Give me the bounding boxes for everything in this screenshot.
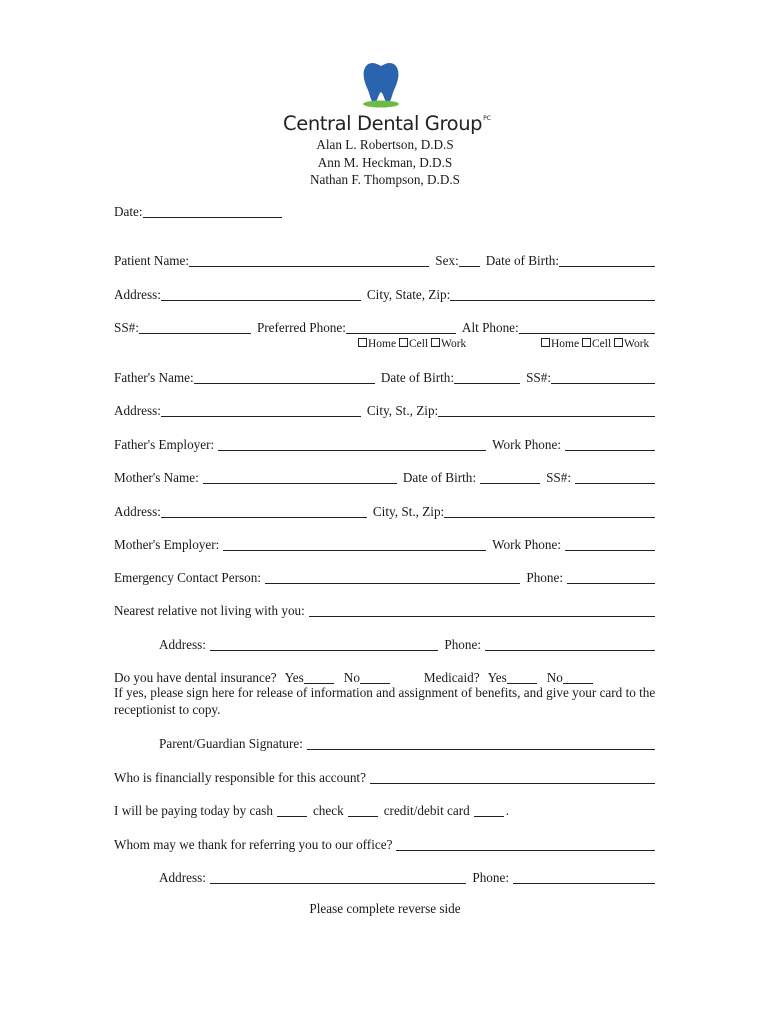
address-label: Address: (114, 504, 161, 519)
fathers-employer-field[interactable] (218, 438, 486, 451)
mother-address-row (114, 502, 657, 520)
home-checkbox[interactable] (358, 338, 367, 347)
card-label: credit/debit card (383, 803, 470, 818)
emergency-contact-label: Emergency Contact Person: (114, 570, 261, 585)
father-address-row (114, 401, 657, 419)
sex-field[interactable] (459, 254, 480, 267)
medicaid-label: Medicaid? (423, 670, 480, 685)
referral-field[interactable] (396, 838, 655, 851)
phone-label: Phone: (444, 637, 481, 652)
period: . (505, 803, 510, 818)
preferred-phone-label: Preferred Phone: (256, 320, 346, 335)
cell-checkbox[interactable] (582, 338, 591, 347)
tooth-logo-icon (361, 62, 401, 108)
mother-work-phone-field[interactable] (565, 538, 655, 551)
mother-city-st-zip-field[interactable] (444, 505, 655, 518)
sex-label: Sex: (435, 253, 459, 268)
insurance-note: If yes, please sign here for release of information and assignment of benefits, and give your card to the receptionist to copy. (114, 685, 656, 717)
cell-checkbox[interactable] (399, 338, 408, 347)
check-field[interactable] (348, 804, 378, 817)
doctor-name: Nathan F. Thompson, D.D.S (310, 172, 460, 187)
paying-today-label: I will be paying today by cash (114, 803, 273, 818)
dob-label: Date of Birth: (485, 253, 559, 268)
mother-dob-label: Date of Birth: (402, 470, 477, 485)
payment-row (114, 801, 554, 819)
mother-ss-label: SS#: (546, 470, 571, 485)
city-state-zip-field[interactable] (450, 288, 655, 301)
dob-field[interactable] (559, 254, 655, 267)
cash-field[interactable] (277, 804, 307, 817)
financially-responsible-field[interactable] (370, 771, 655, 784)
mother-dob-field[interactable] (480, 471, 540, 484)
alt-phone-field[interactable] (519, 321, 655, 334)
doctor-name: Ann M. Heckman, D.D.S (317, 154, 453, 170)
doctor-name: Alan L. Robertson, D.D.S (316, 137, 454, 152)
guardian-signature-field[interactable] (307, 737, 655, 750)
home-option-label: Home (551, 338, 580, 350)
cell-option-label: Cell (408, 338, 429, 350)
mother-ss-field[interactable] (575, 471, 655, 484)
mother-employer-row (114, 535, 657, 553)
relative-address-row (159, 635, 657, 653)
relative-address-field[interactable] (210, 638, 438, 651)
insurance-no-field[interactable] (360, 671, 390, 684)
dental-insurance-label: Do you have dental insurance? (114, 670, 277, 685)
referral-row (114, 835, 657, 853)
mothers-name-field[interactable] (203, 471, 397, 484)
emergency-phone-field[interactable] (567, 571, 655, 584)
guardian-signature-label: Parent/Guardian Signature: (159, 736, 303, 751)
date-field[interactable] (143, 205, 282, 218)
preferred-phone-options (358, 337, 466, 351)
logo (283, 62, 493, 140)
mothers-name-label: Mother's Name: (114, 470, 199, 485)
city-st-zip-label: City, St., Zip: (366, 403, 439, 418)
nearest-relative-label: Nearest relative not living with you: (114, 603, 305, 618)
address-row (114, 285, 657, 303)
patient-name-label: Patient Name: (114, 253, 190, 268)
nearest-relative-row (114, 601, 657, 619)
mothers-employer-label: Mother's Employer: (114, 537, 220, 552)
medicaid-yes-field[interactable] (507, 671, 537, 684)
fathers-name-label: Father's Name: (114, 370, 194, 385)
address-label: Address: (159, 870, 206, 885)
father-address-field[interactable] (161, 404, 361, 417)
home-option-label: Home (368, 338, 397, 350)
mothers-employer-field[interactable] (223, 538, 486, 551)
footer-note: Please complete reverse side (309, 901, 461, 916)
father-dob-label: Date of Birth: (380, 370, 455, 385)
father-ss-field[interactable] (551, 371, 655, 384)
work-option-label: Work (441, 338, 467, 350)
work-checkbox[interactable] (431, 338, 440, 347)
work-checkbox[interactable] (614, 338, 623, 347)
date-row (114, 202, 284, 220)
ss-label: SS#: (114, 320, 139, 335)
financial-row (114, 768, 657, 786)
father-work-phone-field[interactable] (565, 438, 655, 451)
father-employer-row (114, 435, 657, 453)
work-option-label: Work (624, 338, 650, 350)
father-dob-field[interactable] (454, 371, 520, 384)
insurance-yes-label: Yes (284, 670, 304, 685)
referral-address-row (159, 868, 657, 886)
father-row (114, 368, 657, 386)
cell-option-label: Cell (591, 338, 612, 350)
insurance-row (114, 668, 614, 686)
home-checkbox[interactable] (541, 338, 550, 347)
brand-name: Central Dental Group$^{PC}$ (283, 112, 491, 135)
check-label: check (312, 803, 344, 818)
alt-phone-label: Alt Phone: (461, 320, 519, 335)
patient-row (114, 251, 657, 269)
relative-phone-field[interactable] (485, 638, 655, 651)
father-ss-label: SS#: (526, 370, 551, 385)
address-label: Address: (114, 287, 161, 302)
brand-suffix: PC (483, 115, 491, 122)
address-field[interactable] (161, 288, 361, 301)
address-label: Address: (159, 637, 206, 652)
mother-address-field[interactable] (161, 505, 367, 518)
ss-field[interactable] (139, 321, 251, 334)
date-label: Date: (114, 204, 143, 219)
ss-phone-row (114, 318, 657, 336)
mother-row (114, 468, 657, 486)
insurance-yes-field[interactable] (304, 671, 334, 684)
fathers-employer-label: Father's Employer: (114, 437, 215, 452)
city-st-zip-label: City, St., Zip: (372, 504, 445, 519)
work-phone-label: Work Phone: (492, 537, 561, 552)
medicaid-no-field[interactable] (563, 671, 593, 684)
work-phone-label: Work Phone: (492, 437, 561, 452)
card-field[interactable] (474, 804, 504, 817)
emergency-contact-field[interactable] (265, 571, 520, 584)
patient-name-field[interactable] (189, 254, 429, 267)
address-label: Address: (114, 403, 161, 418)
insurance-no-label: No (343, 670, 360, 685)
city-state-zip-label: City, State, Zip: (366, 287, 451, 302)
nearest-relative-field[interactable] (309, 604, 655, 617)
phone-label: Phone: (526, 570, 563, 585)
doctor-list (0, 136, 770, 189)
guardian-signature-row (159, 734, 657, 752)
fathers-name-field[interactable] (194, 371, 375, 384)
referral-address-field[interactable] (210, 871, 466, 884)
father-city-st-zip-field[interactable] (438, 404, 655, 417)
emergency-row (114, 568, 657, 586)
financially-responsible-label: Who is financially responsible for this account? (114, 770, 366, 785)
medicaid-no-label: No (546, 670, 563, 685)
phone-label: Phone: (472, 870, 509, 885)
alt-phone-options (541, 337, 649, 351)
preferred-phone-field[interactable] (346, 321, 456, 334)
medicaid-yes-label: Yes (487, 670, 507, 685)
referral-label: Whom may we thank for referring you to our office? (114, 837, 393, 852)
referral-phone-field[interactable] (513, 871, 655, 884)
